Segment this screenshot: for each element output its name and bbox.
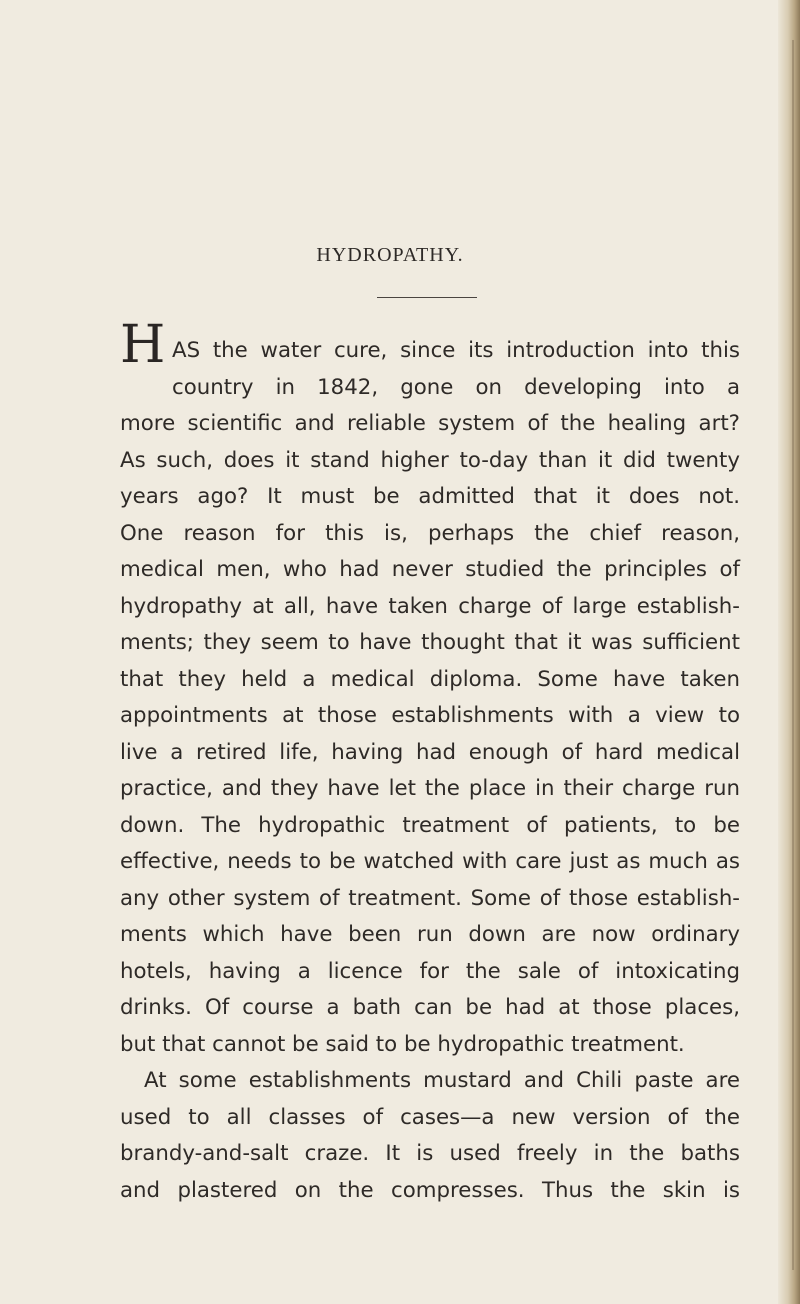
text-line: and plastered on the compresses. Thus the skin is bbox=[120, 1177, 740, 1203]
page-edge bbox=[778, 0, 800, 1304]
text-line: down. The hydropathic treatment of patients, to be bbox=[120, 812, 740, 838]
heading-rule bbox=[377, 297, 477, 298]
text-line: that they held a medical diploma. Some have taken bbox=[120, 666, 740, 692]
text-line: more scientific and reliable system of the healing art? bbox=[120, 411, 740, 436]
text-line: used to all classes of cases—a new version of the bbox=[120, 1104, 740, 1130]
body-text bbox=[120, 333, 740, 1209]
text-line: live a retired life, having had enough of hard medical bbox=[120, 739, 740, 765]
text-line: ments; they seem to have thought that it was sufficient bbox=[120, 630, 740, 655]
text-line: country in 1842, gone on developing into a bbox=[172, 374, 740, 400]
chapter-heading: HYDROPATHY. bbox=[316, 244, 464, 266]
page-edge-shadow bbox=[792, 40, 794, 1270]
text-line: practice, and they have let the place in their charge run bbox=[120, 776, 740, 801]
text-line: effective, needs to be watched with care just as much as bbox=[120, 849, 740, 874]
text-line: drinks. Of course a bath can be had at those places, bbox=[120, 995, 740, 1020]
text-line: hydropathy at all, have taken charge of large establish- bbox=[120, 593, 740, 619]
text-line: medical men, who had never studied the principles of bbox=[120, 557, 740, 582]
text-line: At some establishments mustard and Chili paste are bbox=[144, 1068, 740, 1093]
text-line: One reason for this is, perhaps the chief reason, bbox=[120, 520, 740, 546]
text-line: hotels, having a licence for the sale of intoxicating bbox=[120, 958, 740, 984]
text-line: ments which have been run down are now ordinary bbox=[120, 922, 740, 947]
text-line: brandy-and-salt craze. It is used freely in the baths bbox=[120, 1141, 740, 1166]
drop-cap: H bbox=[120, 315, 166, 375]
text-line: any other system of treatment. Some of those establish- bbox=[120, 885, 740, 911]
text-line: As such, does it stand higher to-day than it did twenty bbox=[120, 447, 740, 473]
text-line: but that cannot be said to be hydropathic treatment. bbox=[120, 1031, 685, 1057]
text-line: AS the water cure, since its introduction into this bbox=[172, 338, 740, 363]
text-line: appointments at those establishments with a view to bbox=[120, 703, 740, 728]
text-line: years ago? It must be admitted that it does not. bbox=[120, 484, 740, 509]
